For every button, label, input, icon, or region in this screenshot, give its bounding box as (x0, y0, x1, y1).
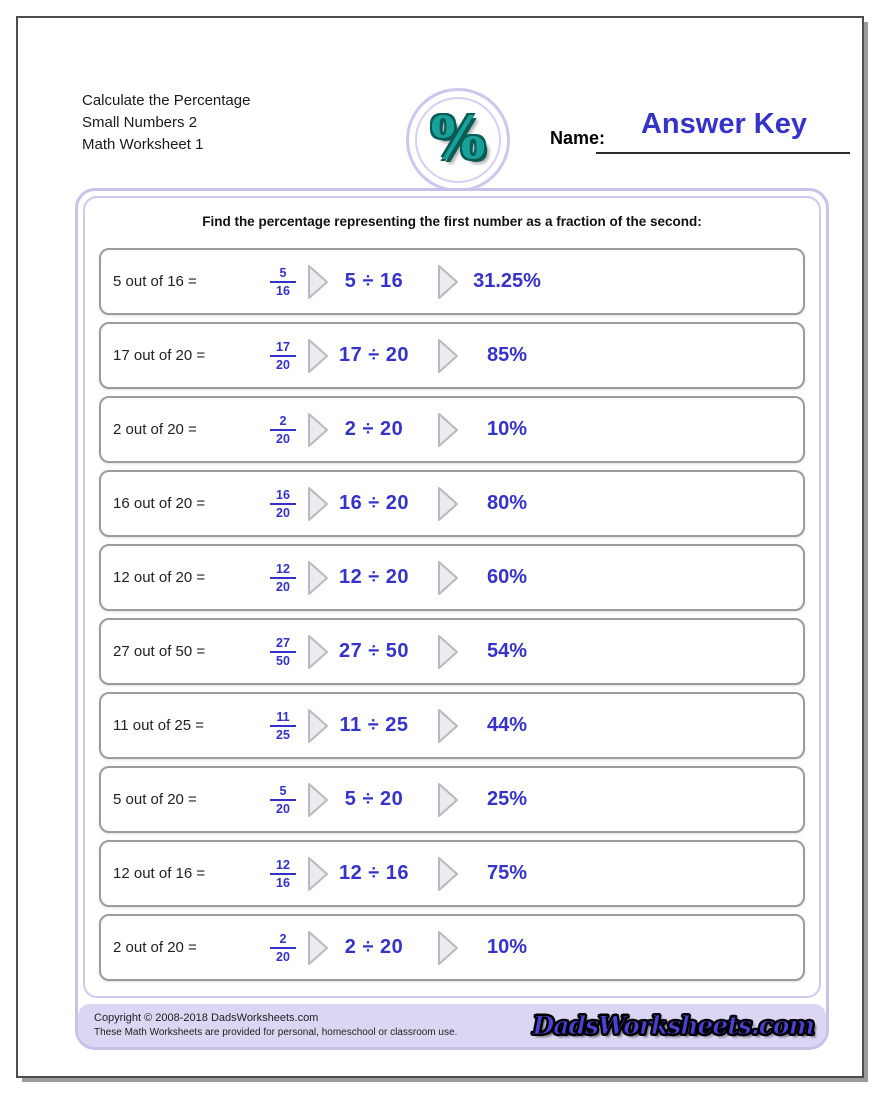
answer-key-text: Answer Key (640, 108, 807, 140)
footer-band (78, 1004, 826, 1047)
percentage-answer: 44% (486, 714, 528, 736)
problems-panel (83, 196, 821, 998)
percentage-answer: 54% (486, 640, 528, 662)
worksheet-page (16, 16, 864, 1078)
fraction-denominator: 20 (276, 949, 290, 964)
division-expression: 2 ÷ 20 (344, 418, 404, 440)
right-arrow-icon (307, 781, 329, 819)
problem-label: 2 out of 20 = (113, 939, 197, 956)
percentage-answer: 31.25% (473, 270, 541, 292)
problem-row (99, 692, 805, 759)
fraction (259, 710, 307, 742)
right-arrow-icon (307, 485, 329, 523)
instruction-text: Find the percentage representing the first number as a fraction of the second: (202, 214, 702, 229)
fraction-numerator: 12 (276, 561, 290, 576)
fraction-numerator: 16 (276, 487, 290, 502)
fraction-denominator: 20 (276, 579, 290, 594)
right-arrow-icon (437, 485, 459, 523)
copyright-block (94, 1011, 457, 1040)
right-arrow-icon (307, 263, 329, 301)
fraction-numerator: 11 (276, 709, 290, 724)
worksheet-title-line: Calculate the Percentage (82, 92, 251, 109)
problem-label: 2 out of 20 = (113, 421, 197, 438)
right-arrow-icon (307, 337, 329, 375)
problem-row (99, 618, 805, 685)
right-arrow-icon (437, 263, 459, 301)
problem-label: 27 out of 50 = (113, 643, 206, 660)
division-expression: 16 ÷ 20 (338, 492, 410, 514)
right-arrow-icon (437, 559, 459, 597)
worksheet-frame (75, 188, 829, 1050)
fraction (259, 932, 307, 964)
fraction-denominator: 16 (276, 875, 290, 890)
division-expression: 17 ÷ 20 (338, 344, 410, 366)
fraction (259, 562, 307, 594)
fraction-numerator: 5 (279, 783, 287, 798)
right-arrow-icon (307, 855, 329, 893)
right-arrow-icon (307, 633, 329, 671)
right-arrow-icon (307, 707, 329, 745)
problem-label: 17 out of 20 = (113, 347, 206, 364)
fraction (259, 266, 307, 298)
problem-label: 12 out of 16 = (113, 865, 206, 882)
percentage-answer: 10% (486, 936, 528, 958)
right-arrow-icon (437, 781, 459, 819)
fraction-bar (270, 429, 296, 431)
fraction-bar (270, 873, 296, 875)
fraction-denominator: 20 (276, 801, 290, 816)
division-expression: 11 ÷ 25 (339, 714, 409, 736)
worksheet-number-line: Math Worksheet 1 (82, 136, 204, 153)
division-expression: 5 ÷ 20 (344, 788, 404, 810)
right-arrow-icon (437, 337, 459, 375)
fraction-denominator: 20 (276, 431, 290, 446)
right-arrow-icon (437, 411, 459, 449)
division-expression: 27 ÷ 50 (338, 640, 410, 662)
fraction (259, 858, 307, 890)
worksheet-subtitle-line: Small Numbers 2 (82, 114, 198, 131)
problem-label: 11 out of 25 = (113, 717, 205, 734)
problem-label: 16 out of 20 = (113, 495, 206, 512)
division-expression: 12 ÷ 16 (338, 862, 410, 884)
problem-label: 5 out of 20 = (113, 791, 197, 808)
fraction-numerator: 12 (276, 857, 290, 872)
fraction (259, 784, 307, 816)
fraction-denominator: 16 (276, 283, 290, 298)
problem-list (99, 248, 805, 981)
problem-label: 12 out of 20 = (113, 569, 206, 586)
fraction (259, 488, 307, 520)
fraction-denominator: 50 (276, 653, 290, 668)
percentage-answer: 75% (486, 862, 528, 884)
fraction (259, 340, 307, 372)
right-arrow-icon (307, 559, 329, 597)
problem-row (99, 840, 805, 907)
usage-text: These Math Worksheets are provided for personal, homeschool or classroom use. (94, 1027, 458, 1038)
problem-row (99, 396, 805, 463)
fraction-denominator: 20 (276, 505, 290, 520)
percent-badge (406, 88, 510, 192)
percent-badge-ring (415, 97, 501, 183)
problem-row (99, 766, 805, 833)
fraction-bar (270, 577, 296, 579)
problem-row (99, 322, 805, 389)
division-expression: 12 ÷ 20 (338, 566, 410, 588)
right-arrow-icon (437, 707, 459, 745)
fraction-numerator: 5 (279, 265, 287, 280)
problem-row (99, 470, 805, 537)
fraction-bar (270, 799, 296, 801)
percentage-answer: 10% (486, 418, 528, 440)
worksheet-title-block (82, 90, 250, 156)
percentage-answer: 60% (486, 566, 528, 588)
fraction-denominator: 25 (276, 727, 290, 742)
division-expression: 5 ÷ 16 (344, 270, 404, 292)
fraction-denominator: 20 (276, 357, 290, 372)
right-arrow-icon (307, 411, 329, 449)
fraction-numerator: 2 (279, 413, 287, 428)
right-arrow-icon (437, 855, 459, 893)
problem-row (99, 248, 805, 315)
fraction-bar (270, 947, 296, 949)
copyright-text: Copyright © 2008-2018 DadsWorksheets.com (94, 1012, 319, 1024)
fraction (259, 636, 307, 668)
fraction-bar (270, 281, 296, 283)
name-underline (596, 152, 850, 154)
right-arrow-icon (437, 929, 459, 967)
fraction-numerator: 17 (276, 339, 290, 354)
division-expression: 2 ÷ 20 (344, 936, 404, 958)
fraction-bar (270, 503, 296, 505)
percent-icon: % (430, 104, 486, 172)
percentage-answer: 25% (486, 788, 528, 810)
right-arrow-icon (307, 929, 329, 967)
fraction-numerator: 27 (276, 635, 290, 650)
percentage-answer: 85% (486, 344, 528, 366)
dadsworksheets-logo: DadsWorksheets.com (532, 1011, 814, 1040)
percentage-answer: 80% (486, 492, 528, 514)
name-label: Name: (550, 128, 606, 148)
fraction-bar (270, 725, 296, 727)
problem-row (99, 544, 805, 611)
fraction-bar (270, 355, 296, 357)
problem-row (99, 914, 805, 981)
fraction-bar (270, 651, 296, 653)
problem-label: 5 out of 16 = (113, 273, 197, 290)
fraction (259, 414, 307, 446)
fraction-numerator: 2 (279, 931, 287, 946)
right-arrow-icon (437, 633, 459, 671)
